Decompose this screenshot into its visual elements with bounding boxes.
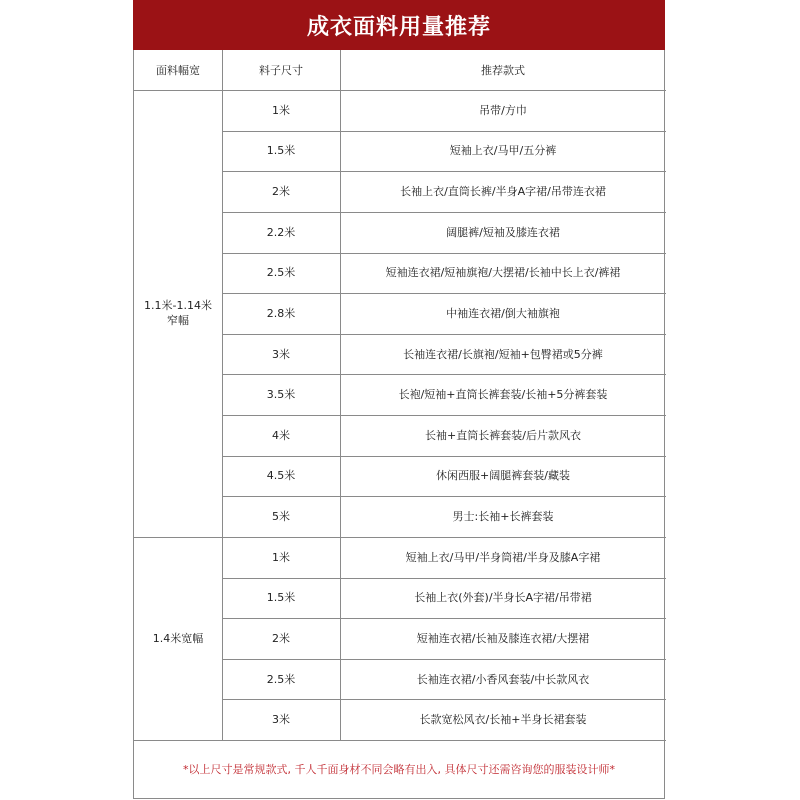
row-fabric-length: 2.2米	[266, 225, 296, 239]
group-width-label-2	[134, 537, 222, 740]
row-recommended-styles: 短袖上衣/马甲/五分裤	[449, 144, 557, 158]
row-recommended-styles: 长袖连衣裙/长旗袍/短袖+包臀裙或5分裤	[403, 347, 603, 361]
header-fabric-length: 料子尺寸	[259, 63, 303, 77]
group-width-label-1-line-2: 窄幅	[167, 314, 189, 328]
row-recommended-styles: 吊带/方巾	[479, 103, 527, 117]
row-fabric-length: 2.8米	[266, 306, 296, 320]
header-recommended-styles: 推荐款式	[481, 63, 525, 77]
row-recommended-styles: 阔腿裤/短袖及膝连衣裙	[446, 225, 560, 239]
row-fabric-length: 2.5米	[266, 672, 296, 686]
fabric-usage-sheet	[133, 0, 665, 799]
row-fabric-length: 5米	[272, 510, 290, 524]
row-fabric-length: 4米	[272, 428, 290, 442]
row-fabric-length: 2米	[272, 185, 290, 199]
row-fabric-length: 1.5米	[266, 144, 296, 158]
row-recommended-styles: 短袖连衣裙/长袖及膝连衣裙/大摆裙	[416, 631, 590, 645]
footnote: *以上尺寸是常规款式, 千人千面身材不同会略有出入, 具体尺寸还需咨询您的服装设计师*	[133, 740, 665, 799]
row-recommended-styles: 长款宽松风衣/长袖+半身长裙套装	[419, 713, 587, 727]
usage-table	[133, 50, 665, 740]
row-recommended-styles: 长袖上衣/直筒长裤/半身A字裙/吊带连衣裙	[400, 185, 606, 199]
row-recommended-styles: 中袖连衣裙/倒大袖旗袍	[446, 306, 560, 320]
row-recommended-styles: 长袖上衣(外套)/半身长A字裙/吊带裙	[414, 591, 592, 605]
row-fabric-length: 1米	[272, 550, 290, 564]
row-fabric-length: 3米	[272, 713, 290, 727]
group-width-label-1-line-1: 1.1米-1.14米	[144, 299, 212, 313]
group-width-label-1	[134, 90, 222, 537]
row-fabric-length: 3米	[272, 347, 290, 361]
row-fabric-length: 1.5米	[266, 591, 296, 605]
row-fabric-length: 3.5米	[266, 388, 296, 402]
sheet-title: 成衣面料用量推荐	[133, 0, 665, 50]
row-recommended-styles: 长袖+直筒长裤套装/后片款风衣	[425, 428, 581, 442]
column-divider-2	[340, 50, 341, 740]
column-divider-1	[222, 50, 223, 740]
row-recommended-styles: 长袖连衣裙/小香风套装/中长款风衣	[416, 672, 590, 686]
row-recommended-styles: 短袖上衣/马甲/半身筒裙/半身及膝A字裙	[405, 550, 601, 564]
header-fabric-width: 面料幅宽	[156, 63, 200, 77]
row-recommended-styles: 休闲西服+阔腿裤套装/藏装	[436, 469, 570, 483]
row-recommended-styles: 男士:长袖+长裤套装	[452, 510, 554, 524]
row-fabric-length: 2.5米	[266, 266, 296, 280]
row-recommended-styles: 长袍/短袖+直筒长裤套装/长袖+5分裤套装	[398, 388, 608, 402]
row-fabric-length: 2米	[272, 631, 290, 645]
row-recommended-styles: 短袖连衣裙/短袖旗袍/大摆裙/长袖中长上衣/裤裙	[385, 266, 621, 280]
row-fabric-length: 4.5米	[266, 469, 296, 483]
group-width-label-2-line-1: 1.4米宽幅	[152, 631, 204, 645]
row-fabric-length: 1米	[272, 103, 290, 117]
